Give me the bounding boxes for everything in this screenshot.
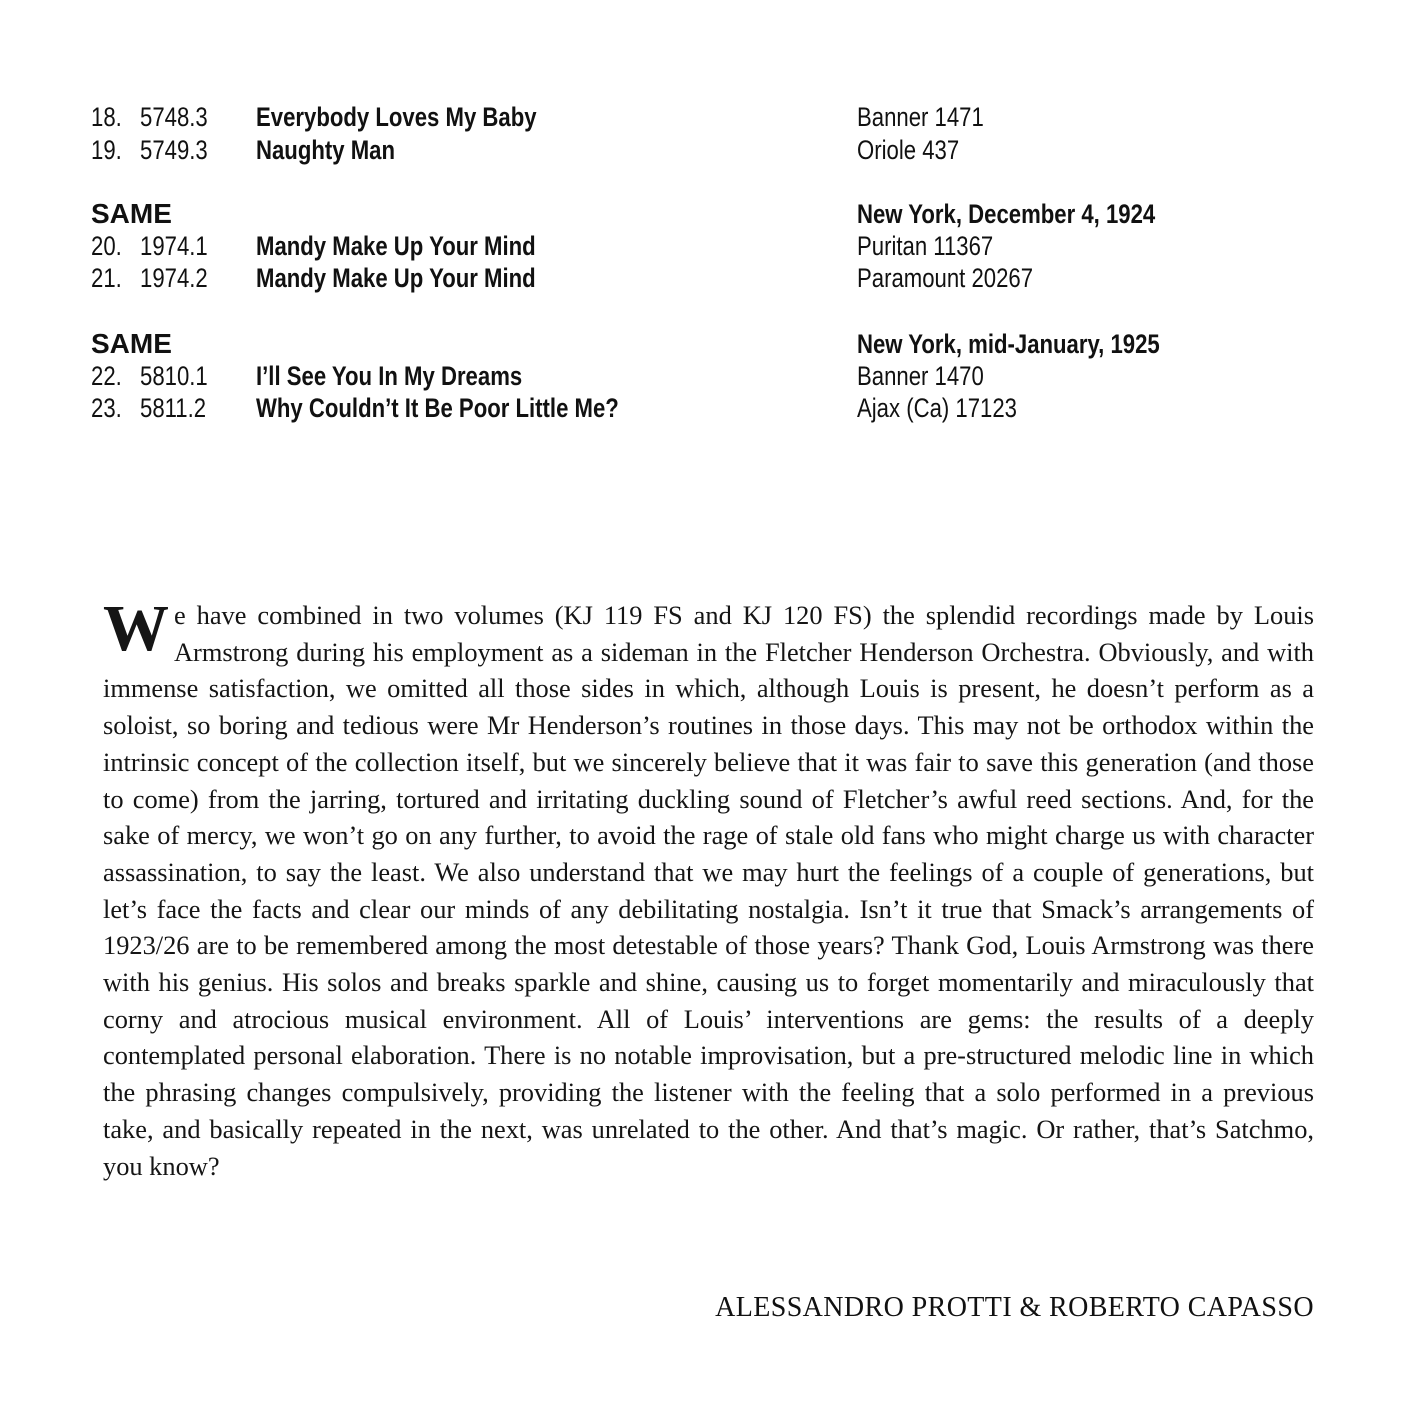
record-label: Banner 1470 (857, 361, 984, 391)
track-row (0, 230, 1415, 262)
track-number: 21. (91, 263, 122, 293)
track-number: 20. (91, 231, 122, 261)
track-row (0, 262, 1415, 294)
record-label: Banner 1471 (857, 102, 984, 132)
drop-cap: W (103, 592, 169, 665)
track-title: Why Couldn’t It Be Poor Little Me? (256, 393, 619, 423)
authors-signature: ALESSANDRO PROTTI & ROBERTO CAPASSO (715, 1292, 1314, 1323)
session-header-row (0, 198, 1415, 230)
track-title: Mandy Make Up Your Mind (256, 263, 536, 293)
track-title: Everybody Loves My Baby (256, 102, 537, 132)
track-number: 22. (91, 361, 122, 391)
track-title: Mandy Make Up Your Mind (256, 231, 536, 261)
track-row (0, 360, 1415, 392)
track-number: 23. (91, 393, 122, 423)
essay-body: e have combined in two volumes (KJ 119 FS and KJ 120 FS) the splendid recordings made by Louis Armstrong during his employment as a sideman in the Fletcher Henderson Orchestra. Obviously, and with immense satisfaction, we omitted all those sides in which, although Louis is present, he doesn’t perform as a soloist, so boring and tedious were Mr Henderson’s routines in those days. This may not be orthodox within the intrinsic concept of the collection itself, but we sincerely believe that it was fair to save this generation (and those to come) from the jarring, tortured and irritating duckling sound of Fletcher’s awful reed sections. And, for the sake of mercy, we won’t go on any further, to avoid the rage of stale old fans who might charge us with character assassination, to say the least. We also understand that we may hurt the feelings of a couple of generations, but let’s face the facts and clear our minds of any debilitating nostalgia. Isn’t it true that Smack’s arrangements of 1923/26 are to be remembered among the most detestable of those years? Thank God, Louis Armstrong was there with his genius. His solos and breaks sparkle and shine, causing us to forget momentarily and miraculously that corny and atrocious musical environment. All of Louis’ interventions are gems: the results of a deeply contemplated personal elaboration. There is no notable improvisation, but a pre-structured melodic line in which the phrasing changes compulsively, providing the listener with the feeling that a solo performed in a previous take, and basically repeated in the next, was unrelated to the other. And that’s magic. Or rather, that’s Satchmo, you know? (103, 600, 1314, 1181)
track-row (0, 101, 1415, 133)
matrix-number: 1974.2 (140, 263, 208, 293)
matrix-number: 5811.2 (140, 393, 207, 423)
record-label: Oriole 437 (857, 135, 960, 165)
session-location-date: New York, mid-January, 1925 (857, 329, 1160, 359)
track-title: Naughty Man (256, 135, 396, 165)
liner-notes-essay (103, 592, 1314, 1184)
matrix-number: 5749.3 (140, 135, 208, 165)
matrix-number: 5748.3 (140, 102, 208, 132)
record-label: Puritan 11367 (857, 231, 994, 261)
track-row (0, 134, 1415, 166)
session-header: SAME (91, 328, 172, 359)
session-location-date: New York, December 4, 1924 (857, 199, 1156, 229)
session-header-row (0, 328, 1415, 360)
matrix-number: 1974.1 (140, 231, 208, 261)
record-label: Ajax (Ca) 17123 (857, 393, 1017, 423)
track-row (0, 392, 1415, 424)
matrix-number: 5810.1 (140, 361, 208, 391)
track-number: 19. (91, 135, 122, 165)
session-header: SAME (91, 198, 172, 229)
track-number: 18. (91, 102, 122, 132)
record-label: Paramount 20267 (857, 263, 1034, 293)
track-title: I’ll See You In My Dreams (256, 361, 523, 391)
